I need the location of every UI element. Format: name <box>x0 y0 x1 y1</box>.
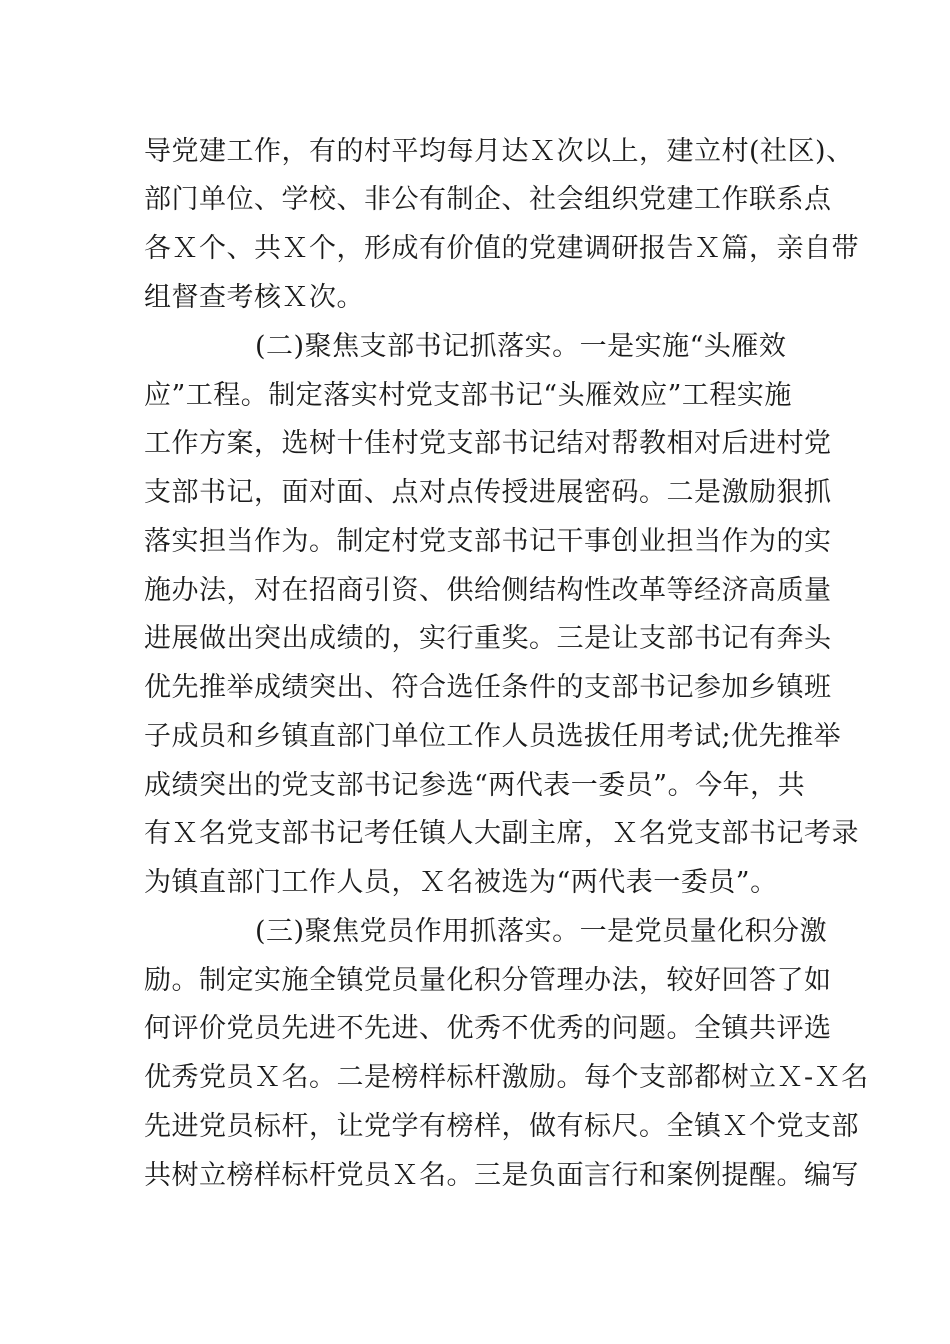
text-line: 共树立榜样标杆党员Ｘ名。三是负面言行和案例提醒。编写 <box>144 1160 859 1191</box>
text-line: 优秀党员Ｘ名。二是榜样标杆激励。每个支部都树立Ｘ-Ｘ名 <box>144 1062 869 1093</box>
text-line: 先进党员标杆，让党学有榜样，做有标尺。全镇Ｘ个党支部 <box>144 1111 859 1142</box>
text-line: 组督查考核Ｘ次。 <box>144 282 364 313</box>
text-line: 进展做出突出成绩的，实行重奖。三是让支部书记有奔头 <box>144 623 832 654</box>
text-line: 部门单位、学校、非公有制企、社会组织党建工作联系点 <box>144 184 832 215</box>
text-line: 子成员和乡镇直部门单位工作人员选拔任用考试;优先推举 <box>144 721 842 752</box>
text-line: 落实担当作为。制定村党支部书记干事创业担当作为的实 <box>144 526 832 557</box>
text-line: 成绩突出的党支部书记参选“两代表一委员”。今年，共 <box>144 770 806 801</box>
text-line: 优先推举成绩突出、符合选任条件的支部书记参加乡镇班 <box>144 672 832 703</box>
section-heading-line: (三)聚焦党员作用抓落实。一是党员量化积分激 <box>255 916 828 947</box>
text-line: 应”工程。制定落实村党支部书记“头雁效应”工程实施 <box>144 380 792 411</box>
text-line: 何评价党员先进不先进、优秀不优秀的问题。全镇共评选 <box>144 1013 832 1044</box>
text-line: 有Ｘ名党支部书记考任镇人大副主席，Ｘ名党支部书记考录 <box>144 818 859 849</box>
text-line: 为镇直部门工作人员，Ｘ名被选为“两代表一委员”。 <box>144 867 778 898</box>
text-line: 励。制定实施全镇党员量化积分管理办法，较好回答了如 <box>144 965 832 996</box>
text-line: 导党建工作，有的村平均每月达Ｘ次以上，建立村(社区)、 <box>144 136 854 167</box>
section-heading-line: (二)聚焦支部书记抓落实。一是实施“头雁效 <box>255 331 787 362</box>
text-line: 各Ｘ个、共Ｘ个，形成有价值的党建调研报告Ｘ篇，亲自带 <box>144 233 859 264</box>
text-line: 施办法，对在招商引资、供给侧结构性改革等经济高质量 <box>144 575 832 606</box>
text-line: 工作方案，选树十佳村党支部书记结对帮教相对后进村党 <box>144 428 832 459</box>
text-line: 支部书记，面对面、点对点传授进展密码。二是激励狠抓 <box>144 477 832 508</box>
